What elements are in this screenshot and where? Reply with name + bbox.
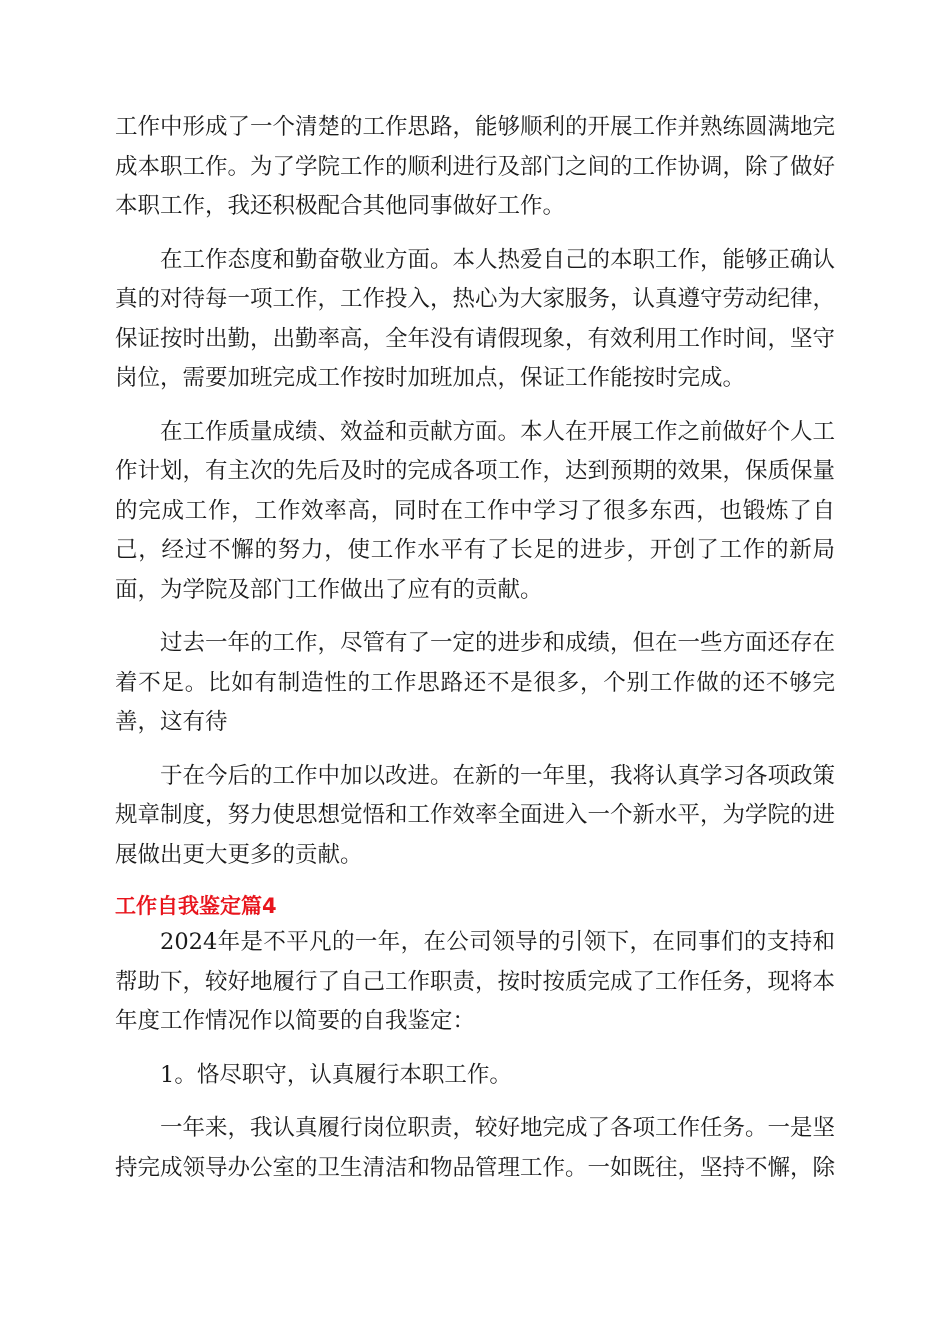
paragraph-4: 过去一年的工作，尽管有了一定的进步和成绩，但在一些方面还存在着不足。比如有制造性的工作思路还不是很多，个别工作做的还不够完善，这有待	[115, 630, 836, 735]
section-heading: 工作自我鉴定篇4	[115, 894, 277, 918]
paragraph-3: 在工作质量成绩、效益和贡献方面。本人在开展工作之前做好个人工作计划，有主次的先后及时的完成各项工作，达到预期的效果，保质保量的完成工作，工作效率高，同时在工作中学习了很多东西，也锻炼了自己，经过不懈的努力，使工作水平有了长足的进步，开创了工作的新局面，为学院及部门工作做出了应有的贡献。	[115, 418, 836, 603]
paragraph-1: 工作中形成了一个清楚的工作思路，能够顺利的开展工作并熟练圆满地完成本职工作。为了学院工作的顺利进行及部门之间的工作协调，除了做好本职工作，我还积极配合其他同事做好工作。	[115, 114, 836, 219]
document-body	[115, 108, 835, 1202]
paragraph-7: 1。恪尽职守，认真履行本职工作。	[160, 1061, 512, 1088]
paragraph-8: 一年来，我认真履行岗位职责，较好地完成了各项工作任务。一是坚持完成领导办公室的卫生清洁和物品管理工作。一如既往，坚持不懈，除	[115, 1115, 836, 1181]
paragraph-6: 2024年是不平凡的一年，在公司领导的引领下，在同事们的支持和帮助下，较好地履行了自己工作职责，按时按质完成了工作任务，现将本年度工作情况作以简要的自我鉴定：	[115, 929, 836, 1034]
paragraph-2: 在工作态度和勤奋敬业方面。本人热爱自己的本职工作，能够正确认真的对待每一项工作，工作投入，热心为大家服务，认真遵守劳动纪律，保证按时出勤，出勤率高，全年没有请假现象，有效利用工作时间，坚守岗位，需要加班完成工作按时加班加点，保证工作能按时完成。	[115, 246, 836, 391]
paragraph-5: 于在今后的工作中加以改进。在新的一年里，我将认真学习各项政策规章制度，努力使思想觉悟和工作效率全面进入一个新水平，为学院的进展做出更大更多的贡献。	[115, 762, 836, 868]
